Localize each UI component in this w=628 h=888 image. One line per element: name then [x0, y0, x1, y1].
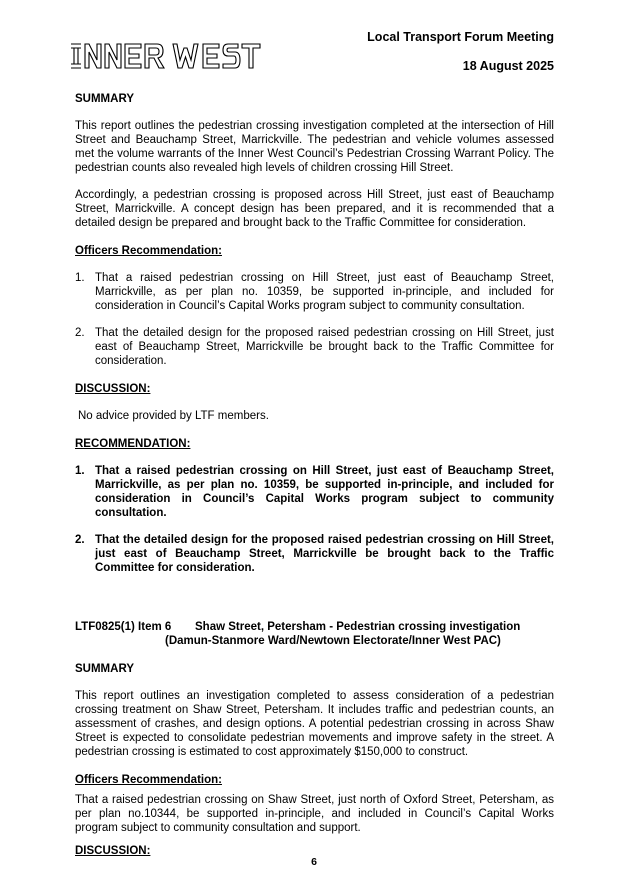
discussion-heading: DISCUSSION:: [75, 383, 151, 395]
page-number: 6: [311, 856, 317, 868]
item-subtitle: (Damun-Stanmore Ward/Newtown Electorate/Inner West PAC): [165, 635, 501, 647]
item-title: Shaw Street, Petersham - Pedestrian crossing investigation: [195, 621, 521, 633]
discussion-text: No advice provided by LTF members.: [78, 410, 269, 422]
officers-recommendation-list: [75, 271, 554, 368]
recommendation-heading: RECOMMENDATION:: [75, 438, 191, 450]
list-item-text: That the detailed design for the proposed raised pedestrian crossing on Hill Street, just east of Beauchamp Street, Marrickville be brought back to the Traffic Committee for consideration.: [95, 327, 554, 367]
list-item: [75, 533, 554, 575]
item-heading: [75, 620, 554, 648]
item-discussion-heading: DISCUSSION:: [75, 845, 151, 857]
list-item: [75, 326, 554, 368]
list-item: [75, 464, 554, 520]
list-item-text: That a raised pedestrian crossing on Hill Street, just east of Beauchamp Street, Marrickville, as per plan no. 10359, be supported in-principle, and included for consideration in Council’s Capital Works program subject to community consultation.: [95, 272, 554, 312]
summary-paragraph-1: This report outlines the pedestrian crossing investigation completed at the intersection of Hill Street and Beauchamp Street, Marrickville. The pedestrian and vehicle volumes assessed met the volume warrants of the Inner West Council’s Pedestrian Crossing Warrant Policy. The pedestrian counts also revealed high levels of children crossing Hill Street.: [75, 120, 554, 174]
list-item-number: 2.: [75, 327, 85, 339]
item-officers-heading: Officers Recommendation:: [75, 774, 222, 786]
list-item-number: 2.: [75, 534, 85, 546]
meeting-date: 18 August 2025: [462, 59, 554, 73]
list-item-text: That a raised pedestrian crossing on Hill Street, just east of Beauchamp Street, Marrickville, as per plan no. 10359, be supported in-principle, and included for consideration in Council’s Capital Works program subject to community consultation.: [95, 465, 554, 519]
item-code: LTF0825(1) Item 6: [75, 621, 172, 633]
report-body: [75, 92, 554, 858]
list-item: [75, 271, 554, 313]
meeting-title: Local Transport Forum Meeting: [367, 30, 554, 44]
officers-recommendation-heading: Officers Recommendation:: [75, 245, 222, 257]
list-item-text: That the detailed design for the proposed raised pedestrian crossing on Hill Street, just east of Beauchamp Street, Marrickville be brought back to the Traffic Committee for consideration.: [95, 534, 554, 574]
inner-west-logo: [70, 42, 270, 70]
recommendation-list: [75, 464, 554, 575]
item-summary-heading: SUMMARY: [75, 663, 134, 675]
summary-paragraph-2: Accordingly, a pedestrian crossing is proposed across Hill Street, just east of Beauchamp Street, Marrickville. A concept design has been prepared, and it is recommended that a detailed design be prepared and brought back to the Traffic Committee for consideration.: [75, 189, 554, 229]
summary-heading: SUMMARY: [75, 93, 134, 105]
list-item-number: 1.: [75, 272, 85, 284]
item-summary-text: This report outlines an investigation completed to assess consideration of a pedestrian crossing treatment on Shaw Street, Petersham. It includes traffic and pedestrian counts, an assessment of crashes, and design options. A potential pedestrian crossing in across Shaw Street is expected to consolidate pedestrian movements and improve safety in the street. A pedestrian crossing is estimated to cost approximately $150,000 to construct.: [75, 690, 554, 758]
item-officers-text: That a raised pedestrian crossing on Shaw Street, just north of Oxford Street, Petersham, as per plan no.10344, be supported in-principle, and included in Council’s Capital Works program subject to community consultation and support.: [75, 794, 554, 834]
list-item-number: 1.: [75, 465, 85, 477]
